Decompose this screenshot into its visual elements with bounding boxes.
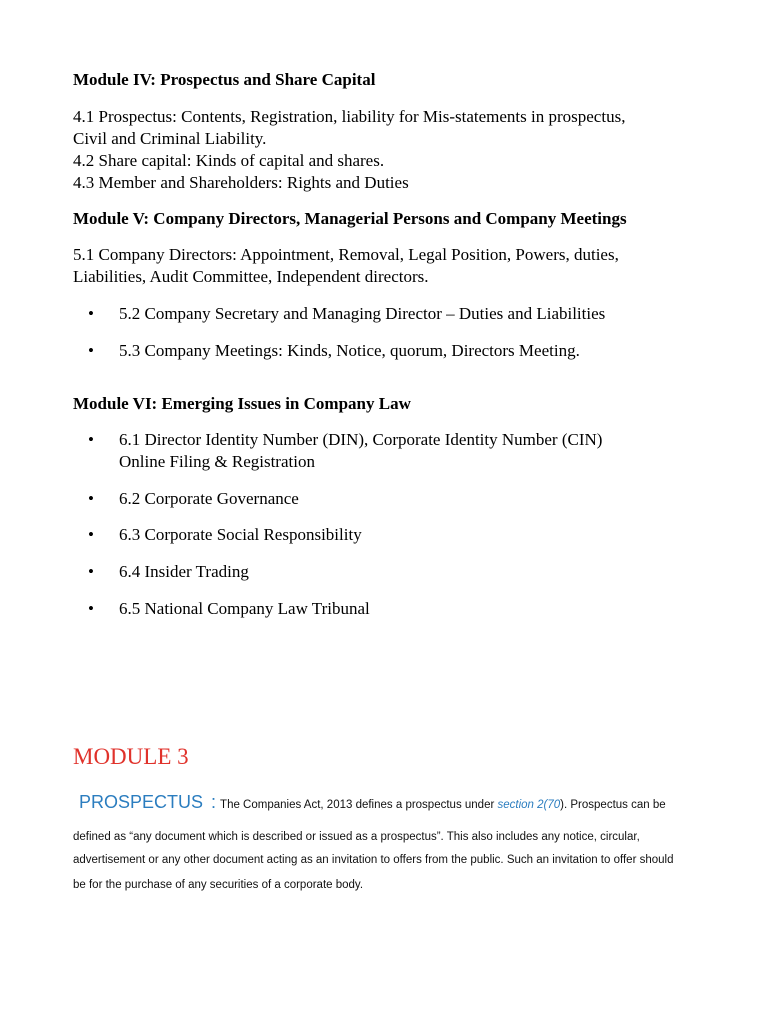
prospectus-para-line-1: defined as “any document which is described or issued as a prospectus”. This also includes any notice, circular,	[73, 831, 640, 843]
module-6-heading: Module VI: Emerging Issues in Company Law	[73, 394, 411, 413]
module-6-bullet-5: 6.5 National Company Law Tribunal	[119, 599, 370, 618]
section-2-70-link[interactable]: section 2(70	[497, 799, 561, 811]
prospectus-colon: :	[211, 792, 217, 812]
module-5-bullet-2: 5.3 Company Meetings: Kinds, Notice, quorum, Directors Meeting.	[119, 341, 580, 360]
prospectus-para-line-3: be for the purchase of any securities of a corporate body.	[73, 879, 364, 891]
bullet-icon: •	[88, 599, 94, 618]
bullet-icon: •	[88, 341, 94, 360]
module-6-bullet-1-cont: Online Filing & Registration	[119, 452, 315, 471]
prospectus-intro-after: ). Prospectus can be	[560, 799, 666, 811]
prospectus-intro-line	[79, 792, 666, 813]
prospectus-label: PROSPECTUS	[79, 792, 204, 812]
module-5-heading: Module V: Company Directors, Managerial Persons and Company Meetings	[73, 209, 627, 228]
module-6-bullet-2: 6.2 Corporate Governance	[119, 489, 299, 508]
module-4-line-1: 4.1 Prospectus: Contents, Registration, liability for Mis-statements in prospectus,	[73, 107, 626, 126]
module-5-line-1: 5.1 Company Directors: Appointment, Removal, Legal Position, Powers, duties,	[73, 245, 619, 264]
module-3-title: MODULE 3	[73, 744, 189, 769]
module-6-bullet-4: 6.4 Insider Trading	[119, 562, 249, 581]
module-4-line-4: 4.3 Member and Shareholders: Rights and Duties	[73, 173, 409, 192]
prospectus-para-line-2: advertisement or any other document acting as an invitation to offers from the public. Such an invitation to offer should	[73, 854, 674, 866]
module-6-bullet-3: 6.3 Corporate Social Responsibility	[119, 525, 362, 544]
bullet-icon: •	[88, 430, 94, 449]
module-6-bullet-1: 6.1 Director Identity Number (DIN), Corporate Identity Number (CIN)	[119, 430, 603, 449]
bullet-icon: •	[88, 525, 94, 544]
module-5-bullet-1: 5.2 Company Secretary and Managing Director – Duties and Liabilities	[119, 304, 606, 323]
module-5-line-2: Liabilities, Audit Committee, Independent directors.	[73, 267, 429, 286]
bullet-icon: •	[88, 304, 94, 323]
bullet-icon: •	[88, 489, 94, 508]
prospectus-intro-text: The Companies Act, 2013 defines a prospectus under	[220, 799, 498, 811]
module-4-line-3: 4.2 Share capital: Kinds of capital and shares.	[73, 151, 385, 170]
bullet-icon: •	[88, 562, 94, 581]
module-4-line-2: Civil and Criminal Liability.	[73, 129, 267, 148]
module-4-heading: Module IV: Prospectus and Share Capital	[73, 70, 376, 89]
